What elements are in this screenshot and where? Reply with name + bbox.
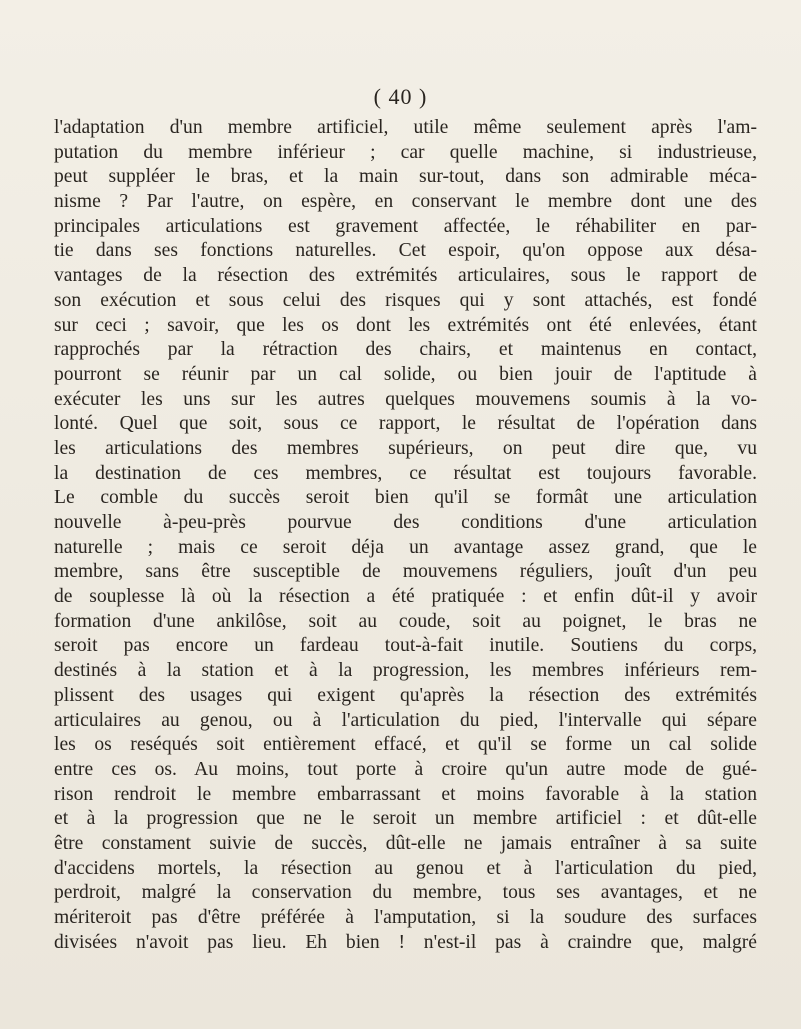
- text-line: nisme ? Par l'autre, on espère, en conservant le membre dont une des: [54, 191, 757, 213]
- text-line: perdroit, malgré la conservation du membre, tous ses avantages, et ne: [54, 882, 757, 904]
- text-line: peut suppléer le bras, et la main sur-tout, dans son admirable méca-: [54, 166, 757, 188]
- text-line: les os reséqués soit entièrement effacé, et qu'il se forme un cal solide: [54, 734, 757, 756]
- text-line: lonté. Quel que soit, sous ce rapport, le résultat de l'opération dans: [54, 413, 757, 435]
- text-line: articulaires au genou, ou à l'articulation du pied, l'intervalle qui sépare: [54, 709, 757, 731]
- text-line: sur ceci ; savoir, que les os dont les extrémités ont été enlevées, étant: [54, 314, 757, 336]
- text-line: formation d'une ankilôse, soit au coude, soit au poignet, le bras ne: [54, 610, 757, 632]
- text-line: plissent des usages qui exigent qu'après la résection des extrémités: [54, 684, 757, 706]
- text-line: naturelle ; mais ce seroit déja un avantage assez grand, que le: [54, 536, 757, 558]
- text-line: la destination de ces membres, ce résultat est toujours favorable.: [54, 462, 757, 484]
- text-line: l'adaptation d'un membre artificiel, utile même seulement après l'am-: [54, 117, 757, 138]
- text-line: vantages de la résection des extrémités articulaires, sous le rapport de: [54, 265, 757, 287]
- text-line: exécuter les uns sur les autres quelques mouvemens soumis à la vo-: [54, 388, 757, 410]
- text-line: de souplesse là où la résection a été pratiquée : et enfin dût-il y avoir: [54, 586, 757, 608]
- text-line: destinés à la station et à la progression, les membres inférieurs rem-: [54, 660, 757, 682]
- text-line: nouvelle à-peu-près pourvue des conditions d'une articulation: [54, 512, 757, 533]
- text-line: seroit pas encore un fardeau tout-à-fait inutile. Soutiens du corps,: [54, 635, 757, 657]
- text-line: mériteroit pas d'être préférée à l'amputation, si la soudure des surfaces: [54, 907, 757, 928]
- text-line: entre ces os. Au moins, tout porte à croire qu'un autre mode de gué-: [54, 758, 757, 780]
- body-text: [54, 116, 757, 955]
- text-line: principales articulations est gravement affectée, le réhabiliter en par-: [54, 215, 757, 237]
- text-line: putation du membre inférieur ; car quelle machine, si industrieuse,: [54, 141, 757, 163]
- text-line: divisées n'avoit pas lieu. Eh bien ! n'est-il pas à craindre que, malgré: [54, 931, 757, 953]
- text-line: rison rendroit le membre embarrassant et moins favorable à la station: [54, 783, 757, 805]
- text-line: être constament suivie de succès, dût-elle ne jamais entraîner à sa suite: [54, 832, 757, 854]
- page-number: ( 40 ): [373, 84, 428, 109]
- text-line: rapprochés par la rétraction des chairs, et maintenus en contact,: [54, 339, 757, 361]
- text-line: son exécution et sous celui des risques qui y sont attachés, est fondé: [54, 289, 757, 311]
- text-line: tie dans ses fonctions naturelles. Cet espoir, qu'on oppose aux désa-: [54, 240, 757, 262]
- text-line: les articulations des membres supérieurs, on peut dire que, vu: [54, 437, 757, 459]
- text-line: membre, sans être susceptible de mouvemens réguliers, jouît d'un peu: [54, 561, 757, 583]
- text-line: et à la progression que ne le seroit un membre artificiel : et dût-elle: [54, 808, 757, 830]
- text-line: d'accidens mortels, la résection au genou et à l'articulation du pied,: [54, 857, 757, 879]
- text-line: pourront se réunir par un cal solide, ou bien jouir de l'aptitude à: [54, 363, 757, 385]
- text-line: Le comble du succès seroit bien qu'il se formât une articulation: [54, 487, 757, 509]
